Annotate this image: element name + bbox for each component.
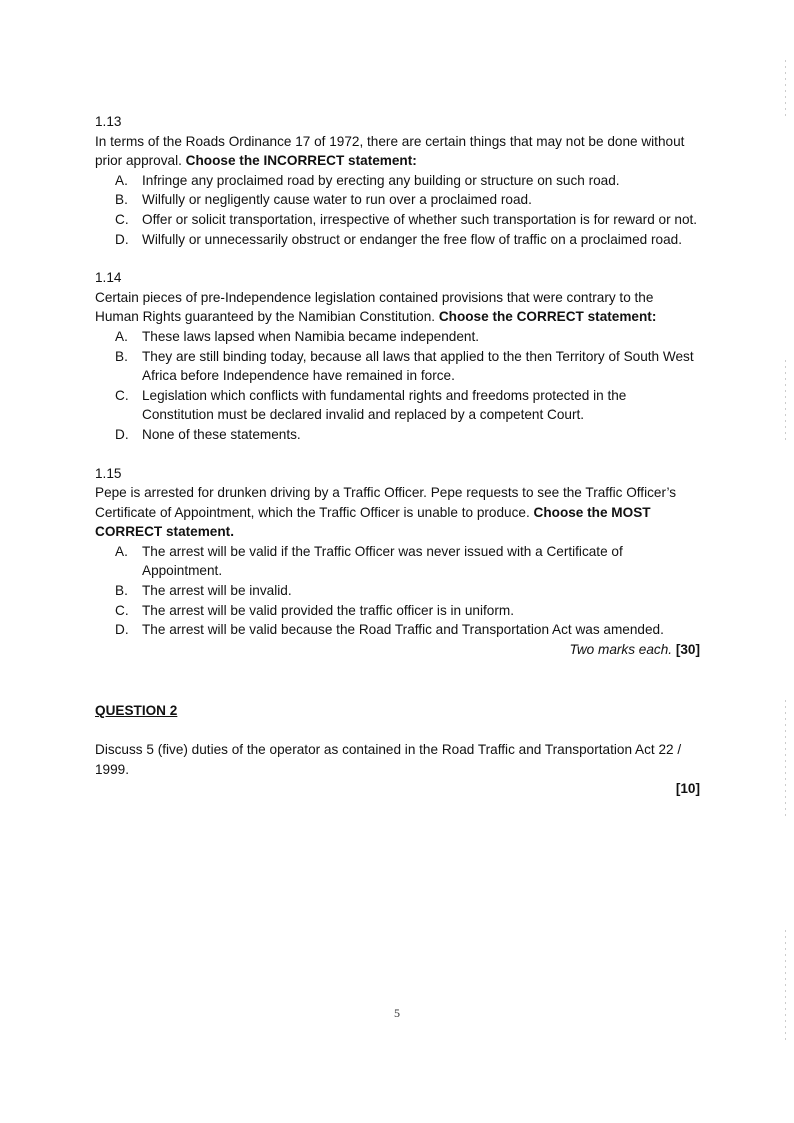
- option-b: [95, 347, 700, 386]
- scan-edge-mark: [785, 700, 786, 820]
- stem-text: In terms of the Roads Ordinance 17 of 1972, there are certain things that may not be done without prior approval.: [95, 133, 685, 169]
- option-label: D.: [115, 622, 129, 638]
- scan-edge-mark: [785, 360, 786, 440]
- question-number: 1.15: [95, 465, 122, 481]
- marks-note: Two marks each.: [569, 641, 673, 657]
- option-a: [95, 327, 700, 347]
- scan-edge-mark: [785, 930, 786, 1040]
- option-label: B.: [115, 192, 128, 208]
- option-text: These laws lapsed when Namibia became independent.: [142, 328, 480, 344]
- marks-total: [30]: [675, 641, 700, 657]
- question-2-heading: QUESTION 2: [95, 703, 178, 719]
- option-d: [95, 230, 700, 250]
- option-d: [95, 425, 700, 445]
- option-text: Legislation which conflicts with fundamental rights and freedoms protected in the Constitution must be declared invalid and replaced by a competent Court.: [142, 387, 627, 423]
- exam-page: [95, 112, 700, 812]
- option-a: [95, 542, 700, 581]
- option-label: C.: [115, 602, 129, 618]
- option-text: The arrest will be valid provided the traffic officer is in uniform.: [142, 602, 514, 618]
- question-stem: [95, 132, 700, 171]
- option-d: [95, 620, 700, 640]
- option-label: A.: [115, 172, 128, 188]
- option-c: [95, 210, 700, 230]
- option-a: [95, 171, 700, 191]
- question-2-text: Discuss 5 (five) duties of the operator as contained in the Road Traffic and Transportation Act 22 / 1999.: [95, 742, 682, 777]
- options-list: [95, 542, 700, 640]
- option-text: The arrest will be invalid.: [142, 583, 292, 599]
- option-label: D.: [115, 426, 129, 442]
- option-text: None of these statements.: [142, 426, 301, 442]
- question-1-15: [95, 464, 700, 660]
- option-c: [95, 386, 700, 425]
- option-text: Wilfully or unnecessarily obstruct or endanger the free flow of traffic on a proclaimed road.: [142, 231, 682, 247]
- question-instruction: Choose the CORRECT statement:: [438, 309, 657, 325]
- option-label: B.: [115, 348, 128, 364]
- question-1-13: [95, 112, 700, 249]
- scan-edge-mark: [785, 60, 786, 120]
- option-b: [95, 581, 700, 601]
- question-number: 1.14: [95, 270, 122, 286]
- option-c: [95, 601, 700, 621]
- question-number: 1.13: [95, 114, 122, 129]
- option-text: Infringe any proclaimed road by erecting any building or structure on such road.: [142, 172, 620, 188]
- option-label: B.: [115, 583, 128, 599]
- option-text: The arrest will be valid if the Traffic Officer was never issued with a Certificate of Appointment.: [142, 543, 623, 579]
- question-2-marks: [95, 779, 700, 799]
- question-instruction: Choose the MOST CORRECT statement.: [95, 504, 651, 540]
- section-marks: [95, 640, 700, 660]
- options-list: [95, 171, 700, 249]
- stem-text: Pepe is arrested for drunken driving by a Traffic Officer. Pepe requests to see the Traffic Officer’s Certificate of Appointment, which the Traffic Officer is unable to produce.: [95, 485, 677, 520]
- option-text: Offer or solicit transportation, irrespective of whether such transportation is for reward or not.: [142, 211, 698, 227]
- option-text: They are still binding today, because all laws that applied to the then Territory of South West Africa before Independence have remained in force.: [142, 348, 694, 384]
- question-stem: [95, 288, 700, 327]
- option-label: C.: [115, 387, 129, 403]
- page-number: 5: [394, 1006, 400, 1020]
- option-text: The arrest will be valid because the Road Traffic and Transportation Act was amended.: [142, 622, 664, 638]
- option-label: D.: [115, 231, 129, 247]
- marks-total: [10]: [675, 781, 700, 797]
- option-label: A.: [115, 328, 128, 344]
- option-text: Wilfully or negligently cause water to run over a proclaimed road.: [142, 192, 532, 208]
- question-instruction: Choose the INCORRECT statement:: [185, 153, 417, 169]
- option-label: C.: [115, 211, 129, 227]
- stem-text: Certain pieces of pre-Independence legislation contained provisions that were contrary to the Human Rights guaranteed by the Namibian Constitution.: [95, 289, 654, 325]
- option-b: [95, 190, 700, 210]
- option-label: A.: [115, 543, 128, 559]
- question-1-14: [95, 268, 700, 444]
- options-list: [95, 327, 700, 445]
- question-stem: [95, 483, 700, 542]
